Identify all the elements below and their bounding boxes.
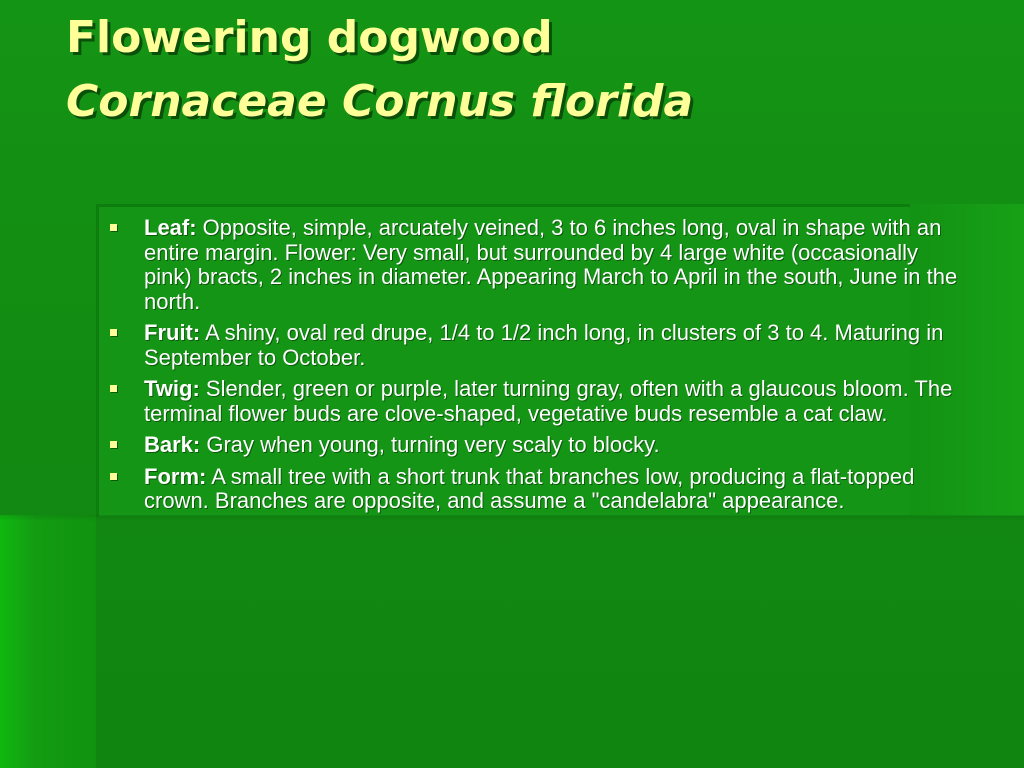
title-common-name: Flowering dogwood xyxy=(66,12,553,63)
bullet-term: Form: xyxy=(144,463,207,489)
title-scientific-name: Cornaceae Cornus florida xyxy=(66,76,694,127)
bullet-term: Leaf: xyxy=(144,215,197,240)
bullet-text: Opposite, simple, arcuately veined, 3 to 6 inches long, oval in shape with an entire margin. Flower: Very small, but surrounded by 4 large white (occasionally pink) bracts, 2 inches in diameter. Appearing March to April in the south, June in the north. xyxy=(144,215,958,314)
bullet-item-form xyxy=(110,465,960,514)
bullet-term: Fruit: xyxy=(144,320,201,345)
bullet-item-leaf xyxy=(110,216,960,314)
bullet-item-twig xyxy=(110,377,960,426)
square-bullet-icon xyxy=(110,329,117,336)
square-bullet-icon xyxy=(110,224,117,231)
bullet-list xyxy=(110,216,960,521)
background-accent-strip xyxy=(0,515,38,768)
square-bullet-icon xyxy=(110,441,117,448)
bullet-item-fruit xyxy=(110,321,960,370)
background-accent-strip-inner xyxy=(38,515,96,768)
bullet-text: A small tree with a short trunk that branches low, producing a flat-topped crown. Branches are opposite, and assume a "candelabra" appearance. xyxy=(144,463,915,513)
square-bullet-icon xyxy=(110,473,117,480)
bullet-item-bark xyxy=(110,433,960,458)
bullet-term: Bark: xyxy=(144,432,201,457)
bullet-term: Twig: xyxy=(144,376,200,401)
slide-title xyxy=(66,6,966,134)
bullet-text: A shiny, oval red drupe, 1/4 to 1/2 inch long, in clusters of 3 to 4. Maturing in September to October. xyxy=(144,320,944,370)
bullet-text: Slender, green or purple, later turning gray, often with a glaucous bloom. The terminal flower buds are clove-shaped, vegetative buds resemble a cat claw. xyxy=(144,376,953,426)
square-bullet-icon xyxy=(110,385,117,392)
bullet-text: Gray when young, turning very scaly to blocky. xyxy=(200,432,660,457)
